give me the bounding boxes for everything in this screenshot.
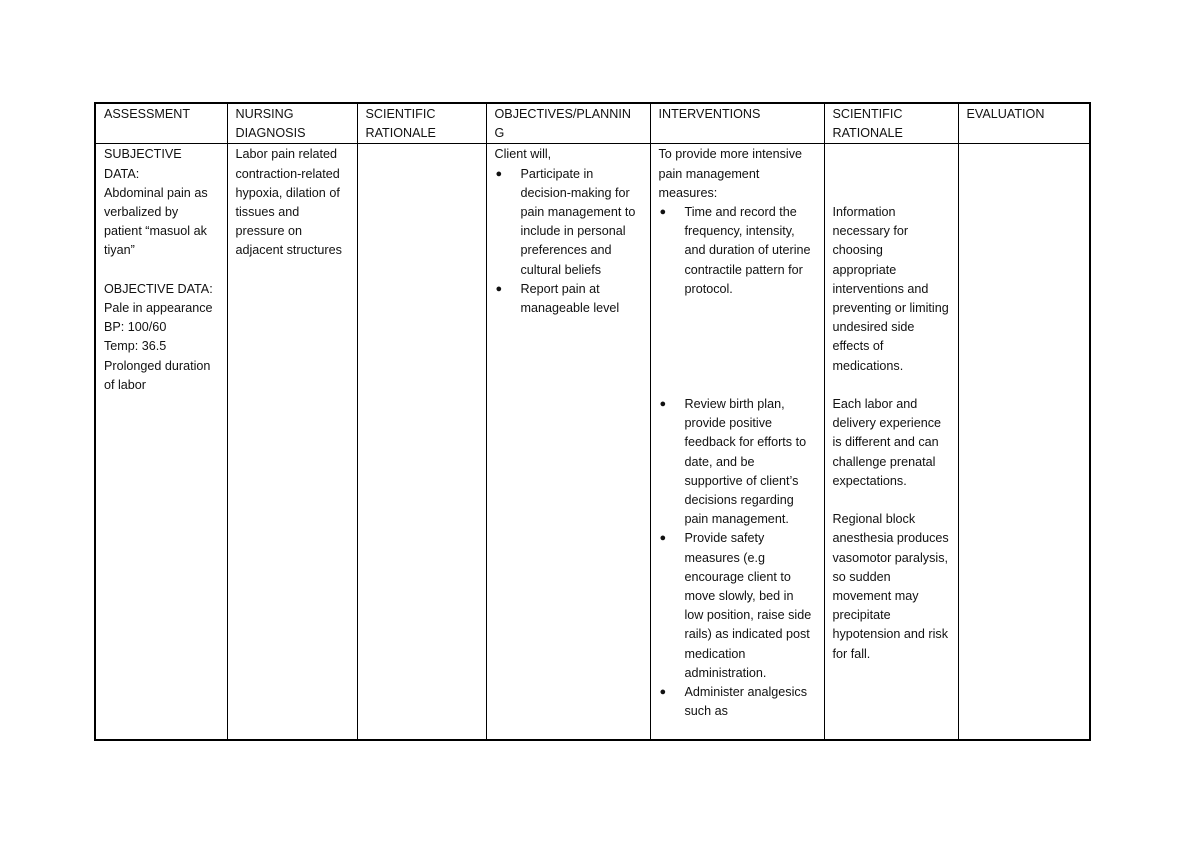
header-nursing-diagnosis: NURSING DIAGNOSIS xyxy=(227,103,357,144)
cell-interventions xyxy=(650,144,824,741)
cell-assessment xyxy=(95,144,227,741)
objective-item: Temp: 36.5 xyxy=(104,339,167,354)
nursing-care-plan-table xyxy=(94,102,1091,741)
list-item: ● Review birth plan, provide positive feedback for efforts to date, and be supportive of client’s decisions regarding pain management. xyxy=(659,397,807,527)
header-scientific-rationale-2: SCIENTIFIC RATIONALE xyxy=(824,103,958,144)
interventions-list xyxy=(659,203,816,299)
cell-objectives xyxy=(486,144,650,741)
table-header-row xyxy=(95,103,1090,144)
cell-evaluation xyxy=(958,144,1090,741)
objective-item: Prolonged duration of labor xyxy=(104,358,214,392)
bullet-icon: ● xyxy=(495,167,503,180)
header-assessment: ASSESSMENT xyxy=(95,103,227,144)
objectives-intro: Client will, xyxy=(494,147,552,162)
header-interventions: INTERVENTIONS xyxy=(650,103,824,144)
bullet-icon: ● xyxy=(659,532,667,545)
objective-item: Pale in appearance xyxy=(104,301,213,316)
objectives-list xyxy=(495,165,642,319)
list-item: ● Time and record the frequency, intensity, and duration of uterine contractile pattern for protocol. xyxy=(659,205,811,296)
cell-scientific-rationale-2 xyxy=(824,144,958,741)
table-body-row xyxy=(95,144,1090,741)
subjective-label: SUBJECTIVE DATA: xyxy=(104,147,186,181)
list-item: ● Report pain at manageable level xyxy=(495,281,620,316)
header-objectives-planning: OBJECTIVES/PLANNIN G xyxy=(486,103,650,144)
header-scientific-rationale: SCIENTIFIC RATIONALE xyxy=(357,103,486,144)
list-item: ● Provide safety measures (e.g encourage client to move slowly, bed in low position, raise side rails) as indicated post medication administration. xyxy=(659,531,812,680)
nursing-diagnosis-text: Labor pain related contraction-related hypoxia, dilation of tissues and pressure on adjacent structures xyxy=(235,147,344,258)
list-item: ● Administer analgesics such as xyxy=(659,685,807,719)
bullet-icon: ● xyxy=(495,282,503,295)
rationale-text: Each labor and delivery experience is different and can challenge prenatal expectations. xyxy=(832,397,945,488)
rationale-text: Regional block anesthesia produces vasomotor paralysis, so sudden movement may precipitate hypotension and risk for fall. xyxy=(832,512,953,661)
rationale-text: Information necessary for choosing appropriate interventions and preventing or limiting undesired side effects of medications. xyxy=(832,205,953,373)
bullet-icon: ● xyxy=(659,686,667,699)
objective-label: OBJECTIVE DATA: xyxy=(104,281,213,296)
bullet-icon: ● xyxy=(659,398,667,411)
objective-item: BP: 100/60 xyxy=(104,320,167,335)
header-evaluation: EVALUATION xyxy=(958,103,1090,144)
cell-nursing-diagnosis xyxy=(227,144,357,741)
interventions-intro: To provide more intensive pain management measures: xyxy=(658,147,806,200)
interventions-list-2 xyxy=(659,395,816,721)
bullet-icon: ● xyxy=(659,206,667,219)
subjective-text: Abdominal pain as verbalized by patient “masuol ak tiyan” xyxy=(104,185,212,258)
cell-scientific-rationale xyxy=(357,144,486,741)
list-item: ● Participate in decision-making for pain management to include in personal preferences and cultural beliefs xyxy=(495,166,636,277)
